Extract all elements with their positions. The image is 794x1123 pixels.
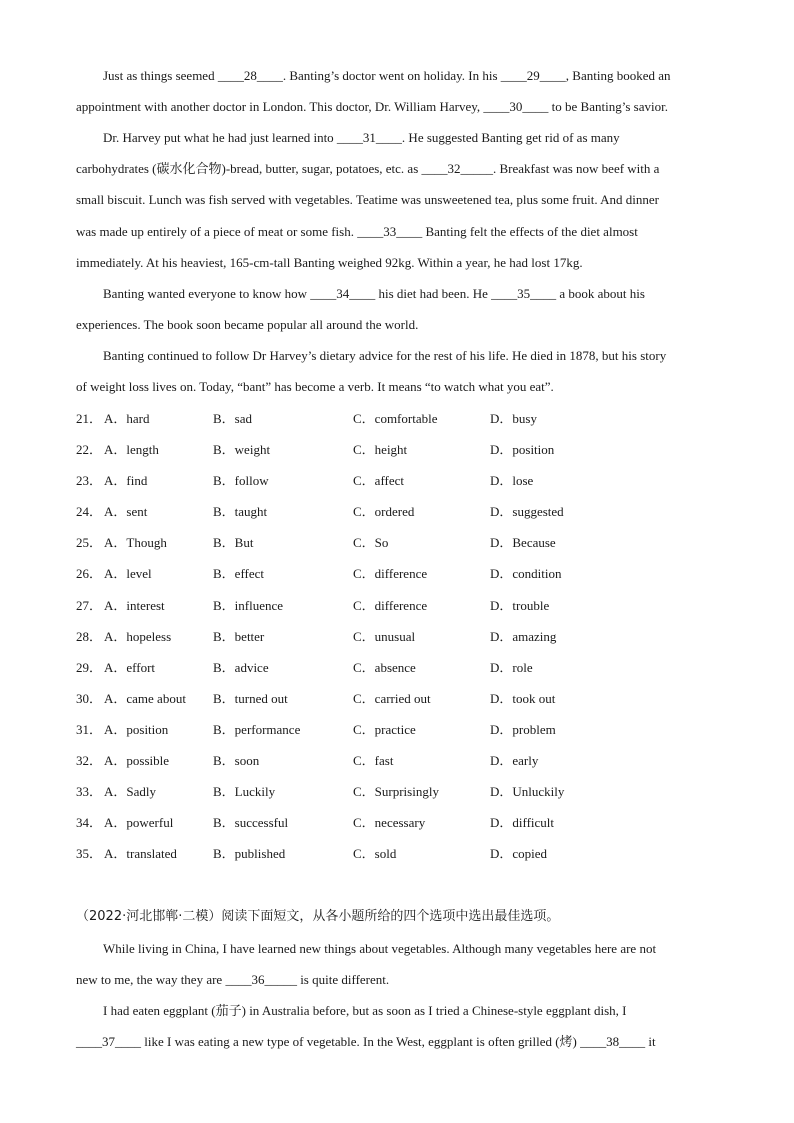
question-row <box>76 621 718 652</box>
option-b[interactable]: B．published <box>213 846 286 862</box>
option-d[interactable]: D．suggested <box>490 504 564 520</box>
passage-text: carbohydrates (碳水化合物)-bread, butter, sugar, potatoes, etc. as ____32_____. Breakfast was now beef with a <box>76 161 660 176</box>
passage-text: Banting continued to follow Dr Harvey’s dietary advice for the rest of his life. He died in 1878, but his story <box>103 348 667 363</box>
option-b[interactable]: B．influence <box>213 597 284 613</box>
question-number: 33． <box>76 784 103 800</box>
option-d[interactable]: D．took out <box>490 690 556 706</box>
question-number: 35． <box>76 846 103 862</box>
option-c[interactable]: C．affect <box>353 473 405 489</box>
question-row <box>76 434 718 465</box>
question-number: 28． <box>76 628 103 644</box>
passage-text: Banting wanted everyone to know how ____34____ his diet had been. He ____35____ a book about his <box>103 286 645 301</box>
option-d[interactable]: D．trouble <box>490 597 550 613</box>
option-b[interactable]: B．successful <box>213 815 289 831</box>
option-d[interactable]: D．copied <box>490 846 548 862</box>
option-a[interactable]: A．hard <box>104 411 150 426</box>
passage-line <box>76 216 718 247</box>
passage-line <box>76 60 718 91</box>
option-c[interactable]: C．difference <box>353 597 428 613</box>
passage-line <box>76 964 718 995</box>
option-c[interactable]: C．absence <box>353 659 416 675</box>
option-a[interactable]: A．Sadly <box>104 784 157 800</box>
option-b[interactable]: B．performance <box>213 721 301 737</box>
option-a[interactable]: A．came about <box>104 690 186 706</box>
question-row <box>76 683 718 714</box>
section-source-heading: （2022·河北邯郸·二模）阅读下面短文，从各小题所给的四个选项中选出最佳选项。 <box>76 909 560 924</box>
passage-text: small biscuit. Lunch was fish served with vegetables. Teatime was unsweetened tea, plus some fruit. And dinner <box>76 192 659 207</box>
passage-text: new to me, the way they are ____36_____ is quite different. <box>76 972 390 987</box>
passage-text: While living in China, I have learned new things about vegetables. Although many vegetables here are not <box>103 941 657 956</box>
passage-line <box>76 247 718 278</box>
passage-text: appointment with another doctor in London. This doctor, Dr. William Harvey, ____30____ to be Banting’s savior. <box>76 99 668 114</box>
option-b[interactable]: B．follow <box>213 473 269 489</box>
option-c[interactable]: C．So <box>353 535 389 551</box>
passage-line <box>76 995 718 1026</box>
question-options-list <box>76 403 718 869</box>
option-b[interactable]: B．soon <box>213 753 260 769</box>
option-d[interactable]: D．lose <box>490 473 534 489</box>
question-number: 29． <box>76 659 103 675</box>
option-b[interactable]: B．Luckily <box>213 784 276 800</box>
option-a[interactable]: A．translated <box>104 846 177 862</box>
question-number: 34． <box>76 815 103 831</box>
option-b[interactable]: B．But <box>213 535 254 551</box>
option-b[interactable]: B．better <box>213 628 265 644</box>
option-a[interactable]: A．interest <box>104 597 165 613</box>
passage-line <box>76 122 718 153</box>
question-row <box>76 403 718 434</box>
option-d[interactable]: D．Unluckily <box>490 784 565 800</box>
option-a[interactable]: A．level <box>104 566 152 582</box>
question-row <box>76 838 718 869</box>
option-a[interactable]: A．hopeless <box>104 628 172 644</box>
passage-text: experiences. The book soon became popular all around the world. <box>76 317 419 332</box>
option-a[interactable]: A．Though <box>104 535 167 551</box>
passage-text: of weight loss lives on. Today, “bant” has become a verb. It means “to watch what you eat”. <box>76 379 554 394</box>
question-row <box>76 776 718 807</box>
question-row <box>76 745 718 776</box>
question-number: 31． <box>76 721 103 737</box>
option-d[interactable]: D．busy <box>490 411 537 426</box>
option-b[interactable]: B．turned out <box>213 690 288 706</box>
option-c[interactable]: C．carried out <box>353 690 431 706</box>
question-row <box>76 652 718 683</box>
option-c[interactable]: C．ordered <box>353 504 415 520</box>
passage-text: I had eaten eggplant (茄子) in Australia before, but as soon as I tried a Chinese-style eggplant dish, I <box>103 1003 627 1018</box>
passage-line <box>76 933 718 964</box>
option-b[interactable]: B．taught <box>213 504 268 520</box>
passage-text: Just as things seemed ____28____. Banting’s doctor went on holiday. In his ____29____, Banting booked an <box>103 68 671 83</box>
option-d[interactable]: D．problem <box>490 721 556 737</box>
question-row <box>76 714 718 745</box>
option-b[interactable]: B．effect <box>213 566 265 582</box>
option-c[interactable]: C．difference <box>353 566 428 582</box>
passage-line <box>76 91 718 122</box>
option-c[interactable]: C．practice <box>353 721 416 737</box>
passage-text: was made up entirely of a piece of meat or some fish. ____33____ Banting felt the effects of the diet almost <box>76 224 638 239</box>
option-b[interactable]: B．weight <box>213 442 271 458</box>
question-row <box>76 496 718 527</box>
question-number: 21． <box>76 411 103 426</box>
option-a[interactable]: A．length <box>104 442 159 458</box>
option-a[interactable]: A．sent <box>104 504 148 520</box>
question-row <box>76 465 718 496</box>
question-number: 26． <box>76 566 103 582</box>
passage-line <box>76 340 718 371</box>
option-a[interactable]: A．powerful <box>104 815 174 831</box>
passage-line <box>76 309 718 340</box>
question-number: 32． <box>76 753 103 769</box>
question-row <box>76 807 718 838</box>
option-d[interactable]: D．role <box>490 659 533 675</box>
question-number: 24． <box>76 504 103 520</box>
question-number: 23． <box>76 473 103 489</box>
passage-text: immediately. At his heaviest, 165-cm-tall Banting weighed 92kg. Within a year, he had lost 17kg. <box>76 255 583 270</box>
question-number: 27． <box>76 597 103 613</box>
option-b[interactable]: B．sad <box>213 411 253 426</box>
option-a[interactable]: A．possible <box>104 753 170 769</box>
option-c[interactable]: C．necessary <box>353 815 426 831</box>
passage-line <box>76 1026 718 1057</box>
option-c[interactable]: C．Surprisingly <box>353 784 439 800</box>
option-d[interactable]: D．condition <box>490 566 562 582</box>
passage-text: ____37____ like I was eating a new type of vegetable. In the West, eggplant is often grilled (烤) ____38____ it <box>76 1034 656 1049</box>
option-c[interactable]: C．unusual <box>353 628 416 644</box>
option-d[interactable]: D．amazing <box>490 628 557 644</box>
passage-line <box>76 371 718 402</box>
option-a[interactable]: A．effort <box>104 659 156 675</box>
option-d[interactable]: D．early <box>490 753 539 769</box>
question-row <box>76 590 718 621</box>
option-a[interactable]: A．position <box>104 721 169 737</box>
option-d[interactable]: D．position <box>490 442 555 458</box>
passage-line <box>76 278 718 309</box>
question-row <box>76 558 718 589</box>
question-number: 25． <box>76 535 103 551</box>
question-number: 22． <box>76 442 103 458</box>
option-c[interactable]: C．sold <box>353 846 397 862</box>
passage-text: Dr. Harvey put what he had just learned into ____31____. He suggested Banting get rid of as many <box>103 130 620 145</box>
option-b[interactable]: B．advice <box>213 659 269 675</box>
option-d[interactable]: D．Because <box>490 535 556 551</box>
question-row <box>76 527 718 558</box>
option-d[interactable]: D．difficult <box>490 815 555 831</box>
question-number: 30． <box>76 690 103 706</box>
option-c[interactable]: C．comfortable <box>353 411 438 426</box>
option-c[interactable]: C．fast <box>353 753 394 769</box>
passage-line <box>76 184 718 215</box>
passage-line <box>76 153 718 184</box>
option-a[interactable]: A．find <box>104 473 148 489</box>
option-c[interactable]: C．height <box>353 442 408 458</box>
